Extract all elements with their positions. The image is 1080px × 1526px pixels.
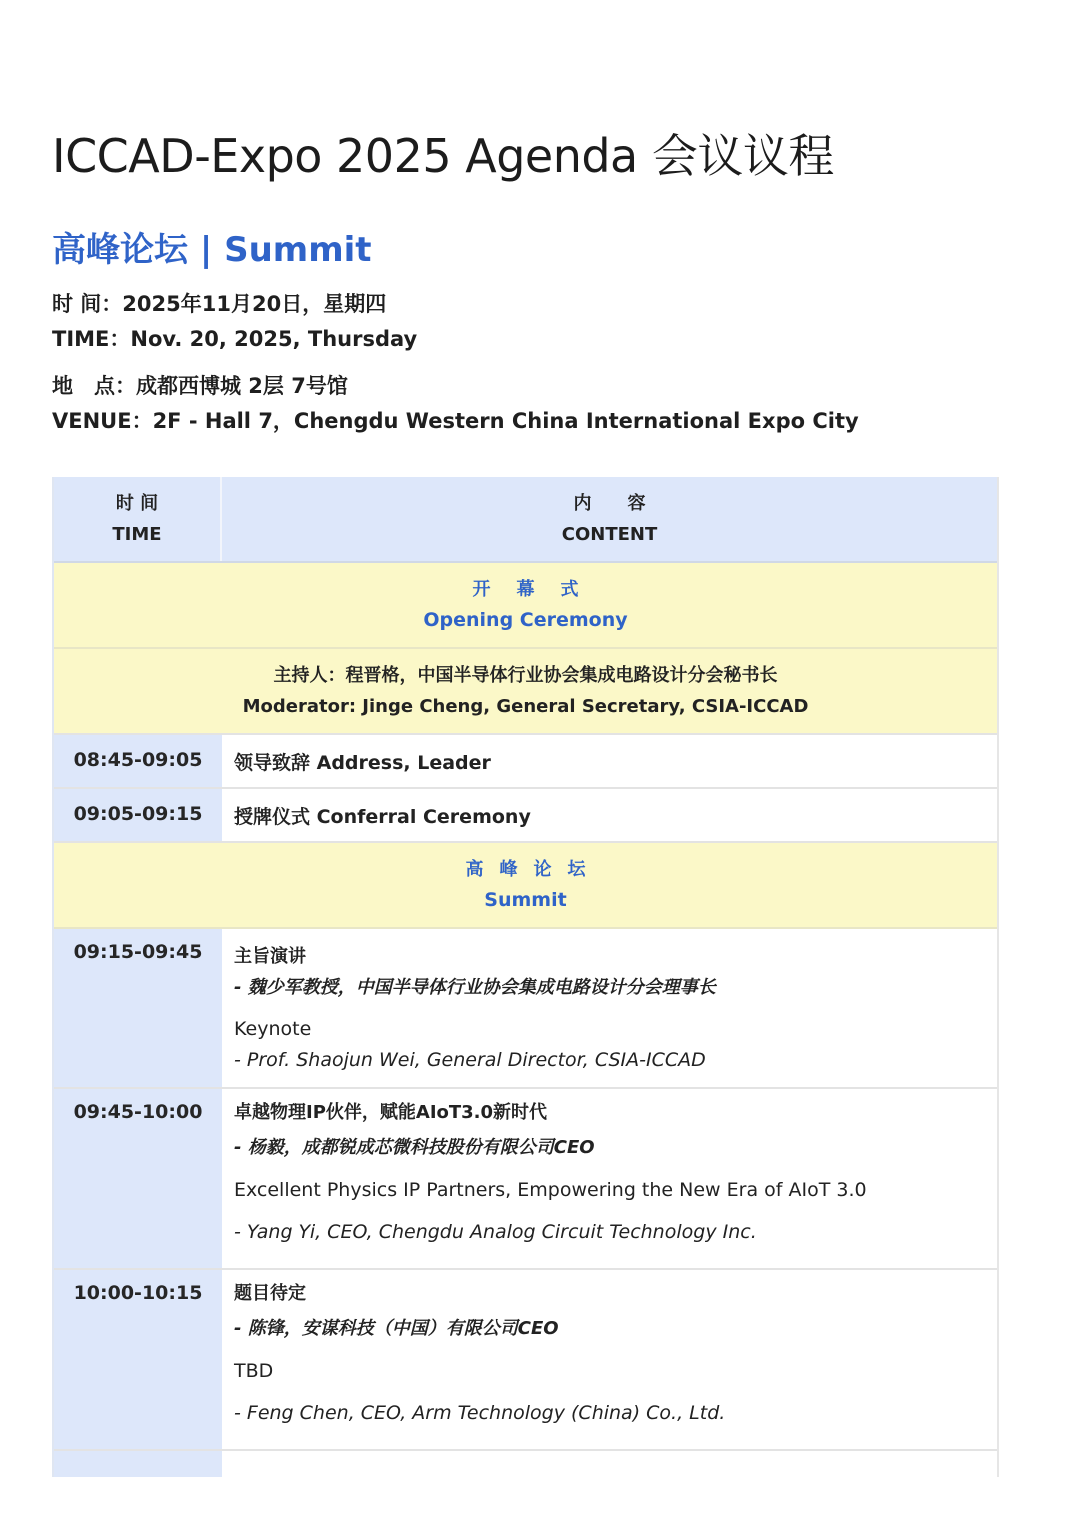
section-subtitle: 高峰论坛 | Summit xyxy=(52,230,372,270)
row-content xyxy=(222,1270,997,1449)
row-time: 09:45-10:00 xyxy=(54,1089,222,1268)
talk-title-en: TBD xyxy=(234,1360,274,1382)
header-time-en: TIME xyxy=(112,524,162,545)
row-time: 10:00-10:15 xyxy=(54,1270,222,1449)
row-content: 领导致辞 Address, Leader xyxy=(222,735,997,787)
header-content-cell xyxy=(222,477,997,561)
row-time: 09:05-09:15 xyxy=(54,789,222,841)
summit-en: Summit xyxy=(484,889,567,911)
header-content-en: CONTENT xyxy=(561,524,658,545)
table-header xyxy=(54,477,997,563)
talk-title-cn: 题目待定 xyxy=(234,1283,306,1304)
row-time: 09:15-09:45 xyxy=(54,929,222,1087)
header-time-cell xyxy=(54,477,222,561)
moderator-en: Moderator: Jinge Cheng, General Secretary, CSIA-ICCAD xyxy=(242,696,809,717)
section-summit xyxy=(54,843,997,929)
venue-cn: 地 点：成都西博城 2层 7号馆 xyxy=(52,374,348,398)
opening-en: Opening Ceremony xyxy=(423,609,628,631)
table-row-partial xyxy=(54,1451,997,1477)
agenda-table xyxy=(52,477,999,1477)
moderator-cn: 主持人：程晋格，中国半导体行业协会集成电路设计分会秘书长 xyxy=(273,665,778,686)
row-content: 授牌仪式 Conferral Ceremony xyxy=(222,789,997,841)
talk-title-en: Keynote xyxy=(234,1018,312,1040)
table-row xyxy=(54,1089,997,1270)
row-time-empty xyxy=(54,1451,222,1477)
talk-title-en: Excellent Physics IP Partners, Empowering the New Era of AIoT 3.0 xyxy=(234,1179,867,1201)
row-content-empty xyxy=(222,1451,997,1477)
summit-cn: 高峰论坛 xyxy=(465,859,602,880)
talk-title-cn: 主旨演讲 xyxy=(234,946,306,967)
header-content-cn: 内 容 xyxy=(573,493,646,514)
header-time-cn: 时 间 xyxy=(115,493,159,514)
talk-speaker-cn: - 陈锋，安谋科技（中国）有限公司CEO xyxy=(234,1318,559,1339)
table-row xyxy=(54,1270,997,1451)
row-content xyxy=(222,1089,997,1268)
talk-speaker-cn: - 魏少军教授，中国半导体行业协会集成电路设计分会理事长 xyxy=(234,977,716,998)
talk-title-cn: 卓越物理IP伙伴，赋能AIoT3.0新时代 xyxy=(234,1102,548,1123)
row-content xyxy=(222,929,997,1087)
table-row xyxy=(54,735,997,789)
opening-cn: 开幕式 xyxy=(472,579,605,600)
row-time: 08:45-09:05 xyxy=(54,735,222,787)
talk-speaker-cn: - 杨毅，成都锐成芯微科技股份有限公司CEO xyxy=(234,1137,595,1158)
page-title: ICCAD-Expo 2025 Agenda 会议议程 xyxy=(52,129,834,183)
time-en: TIME：Nov. 20, 2025, Thursday xyxy=(52,327,418,351)
talk-speaker-en: - Prof. Shaojun Wei, General Director, CSIA-ICCAD xyxy=(234,1049,706,1071)
time-cn: 时 间：2025年11月20日，星期四 xyxy=(52,292,387,316)
section-opening xyxy=(54,563,997,649)
table-row xyxy=(54,929,997,1089)
table-row xyxy=(54,789,997,843)
moderator-row xyxy=(54,649,997,735)
venue-en: VENUE：2F - Hall 7，Chengdu Western China International Expo City xyxy=(52,409,859,433)
talk-speaker-en: - Feng Chen, CEO, Arm Technology (China) Co., Ltd. xyxy=(234,1402,726,1424)
talk-speaker-en: - Yang Yi, CEO, Chengdu Analog Circuit Technology Inc. xyxy=(234,1221,757,1243)
